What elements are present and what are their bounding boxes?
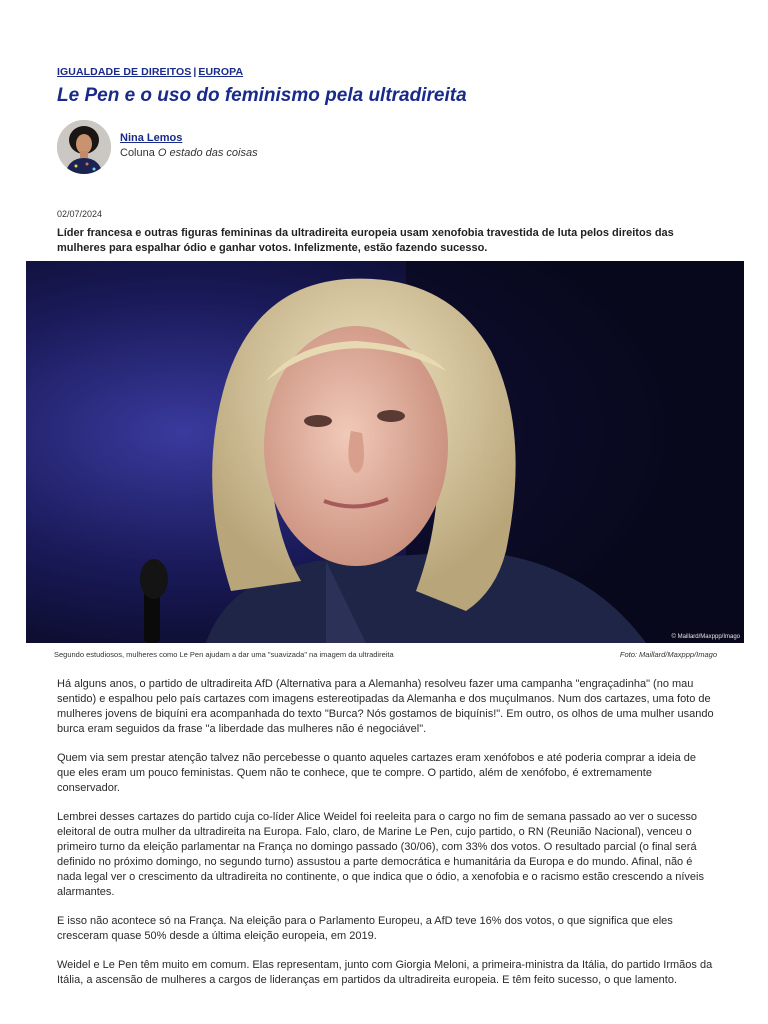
avatar[interactable]: [57, 120, 111, 174]
region-link[interactable]: EUROPA: [198, 66, 244, 78]
author-name[interactable]: Nina Lemos: [120, 131, 183, 144]
publish-date: 02/07/2024: [57, 209, 103, 219]
author-byline: [57, 120, 258, 174]
embedded-photo-credit: © Maillard/Maxppp/Imago: [671, 634, 740, 640]
author-meta: [120, 132, 258, 159]
headline: Le Pen e o uso do feminismo pela ultradireita: [57, 85, 467, 106]
photo-credit: Foto: Maillard/Maxppp/Imago: [619, 650, 717, 659]
kicker: [57, 66, 717, 78]
body-paragraph: Lembrei desses cartazes do partido cuja co-líder Alice Weidel foi reeleita para o cargo no fim de semana passado ao ver o sucesso eleitoral de outra mulher da ultradireita na Europa. Falo, claro, de Marine Le Pen, cujo partido, o RN (Reunião Nacional), venceu o primeiro turno da eleição parlamentar na França no domingo passado (30/06), com 33% dos votos. O resultado parcial (o final será definido no próximo domingo, no segundo turno) assustou a parte democrática e humanitária da Europa e do mundo. Afinal, não é nada legal ver o crescimento da ultradireita no continente, o que indica que o ódio, a xenofobia e o racismo estão crescendo a níveis alarmantes.: [57, 811, 704, 898]
caption-text: Segundo estudiosos, mulheres como Le Pen ajudam a dar uma "suavizada" na imagem da ultradireita: [54, 650, 394, 659]
body-paragraph: Quem via sem prestar atenção talvez não percebesse o quanto aqueles cartazes eram xenófobos e até poderia comprar a ideia de que eles eram um pouco feministas. Quem não te conhece, que te compre. O partido, além de xenófobo, é extremamente conservador.: [57, 752, 696, 794]
article-body: [57, 677, 717, 1002]
kicker-separator: |: [193, 66, 197, 78]
hero-photo-illustration: [26, 261, 744, 643]
category-link[interactable]: IGUALDADE DE DIREITOS: [57, 66, 192, 78]
article-header: [57, 66, 717, 108]
body-paragraph: Weidel e Le Pen têm muito em comum. Elas representam, junto com Giorgia Meloni, a primeira-ministra da Itália, do partido Irmãos da Itália, a ascensão de mulheres a cargos de lideranças em partidos da ultradireita europeia. E têm feito sucesso, o que lamento.: [57, 959, 713, 986]
hero-image: [26, 261, 744, 643]
lead-paragraph: Líder francesa e outras figuras femininas da ultradireita europeia usam xenofobia travestida de luta pelos direitos das mulheres para espalhar ódio e ganhar votos. Infelizmente, estão fazendo sucesso.: [57, 227, 674, 254]
body-paragraph: Há alguns anos, o partido de ultradireita AfD (Alternativa para a Alemanha) resolveu fazer uma campanha "engraçadinha" (no mau sentido) e espalhou pelo país cartazes com imagens estereotipadas da Alemanha e dos muçulmanos. Num dos cartazes, uma foto de mulheres jovens de biquíni era acompanhada do texto "Burca? Nós gostamos de biquínis!". Em outro, os olhos de uma mulher usando burca eram seguidos da frase "a liberdade das mulheres não é negociável".: [57, 678, 714, 735]
author-photo: [57, 120, 111, 174]
body-paragraph: E isso não acontece só na França. Na eleição para o Parlamento Europeu, a AfD teve 16% dos votos, o que significa que eles cresceram quase 50% desde a última eleição europeia, em 2019.: [57, 915, 673, 942]
column-prefix: Coluna: [120, 146, 155, 159]
image-caption: [54, 650, 717, 659]
column-name: O estado das coisas: [157, 146, 258, 159]
column-info: [120, 147, 258, 159]
